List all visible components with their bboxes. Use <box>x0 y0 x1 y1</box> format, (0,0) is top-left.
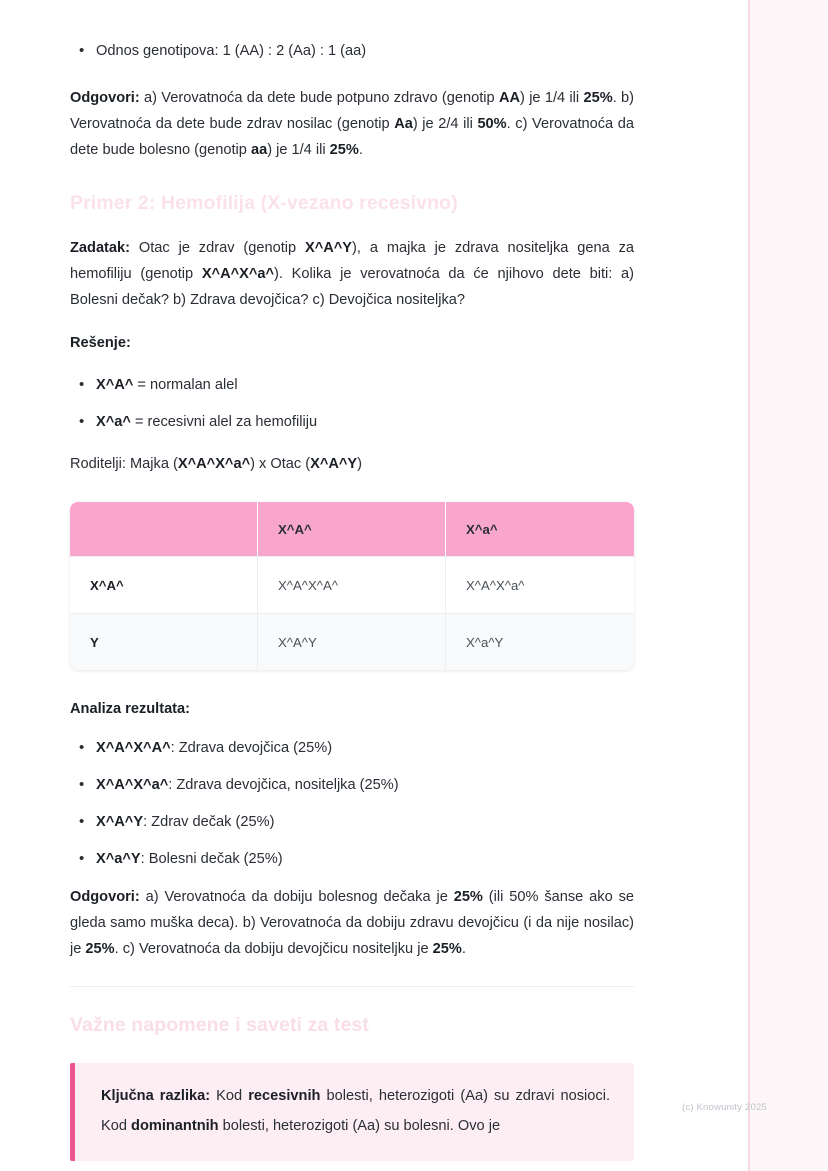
parents-middle: ) x Otac ( <box>250 456 311 472</box>
page-edge-rule <box>748 0 750 1171</box>
list-item <box>96 41 634 62</box>
allele-bullet-list <box>70 375 634 433</box>
answers-2-b-value: 25% <box>85 941 115 957</box>
horizontal-divider <box>70 986 634 987</box>
allele-symbol: X^A^ <box>96 377 134 393</box>
table-body <box>70 556 634 670</box>
callout-bold-dominant: dominantnih <box>131 1118 219 1134</box>
table-cell: X^A^Y <box>258 613 446 670</box>
answers-paragraph-2 <box>70 884 634 962</box>
key-difference-callout-wrap <box>70 1063 634 1161</box>
answers-2-a-post: (ili 50% šanse ako se gleda samo muška deca). b) Verovatnoća da dobiju zdravu devojčicu (i da nije nosilac) je <box>70 889 634 957</box>
punnett-square-wrap <box>70 502 634 670</box>
task-part-2: ), a majka je zdrava nositeljka gena za hemofiliju (genotip <box>70 240 634 282</box>
allele-symbol: X^a^ <box>96 414 131 430</box>
callout-part-2: bolesti, heterozigoti (Aa) su zdravi nosioci. Kod <box>101 1088 611 1134</box>
answers-1-text <box>70 85 634 163</box>
answers-1-a-genotype: AA <box>498 90 521 106</box>
allele-list-wrap <box>70 375 634 449</box>
section-heading-notes: Važne napomene i saveti za test <box>70 1014 369 1036</box>
list-item <box>96 849 634 870</box>
section-heading-primer2: Primer 2: Hemofilija (X-vezano recesivno) <box>70 192 458 214</box>
analysis-text: : Bolesni dečak (25%) <box>140 851 283 867</box>
right-gutter <box>749 0 828 1171</box>
task-part-1: Otac je zdrav (genotip <box>130 240 305 256</box>
table-head <box>70 502 634 556</box>
parents-mother-genotype: X^A^X^a^ <box>177 456 251 472</box>
analysis-genotype: X^A^X^a^ <box>96 777 169 793</box>
answers-paragraph-1 <box>70 85 634 163</box>
parents-prefix: Roditelji: Majka ( <box>70 456 178 472</box>
callout-part-1: Kod <box>210 1088 249 1104</box>
table-header-col-1: X^A^ <box>258 502 446 556</box>
key-difference-callout <box>70 1063 634 1161</box>
punnett-square-table <box>70 502 634 670</box>
callout-text <box>101 1081 610 1141</box>
table-cell: X^A^X^a^ <box>446 556 634 613</box>
bullet-text: Odnos genotipova: 1 (AA) : 2 (Aa) : 1 (aa) <box>96 43 367 59</box>
allele-description: = recesivni alel za hemofiliju <box>130 414 318 430</box>
table-row-header: X^A^ <box>70 556 258 613</box>
answers-1-c-post: ) je 1/4 ili <box>267 142 330 158</box>
analysis-genotype: X^a^Y <box>96 851 141 867</box>
task-label: Zadatak: <box>70 240 131 256</box>
answers-2-text <box>70 884 634 962</box>
task-paragraph <box>70 235 634 313</box>
answers-1-b-pre: . b) Verovatnoća da dete bude zdrav nosilac (genotip <box>70 90 635 132</box>
callout-label: Ključna razlika: <box>101 1088 211 1104</box>
answers-1-b-genotype: Aa <box>394 116 413 132</box>
bullet-list <box>70 41 634 62</box>
analysis-genotype: X^A^X^A^ <box>96 740 171 756</box>
analysis-text: : Zdrava devojčica (25%) <box>170 740 333 756</box>
solution-heading: Rešenje: <box>70 335 131 351</box>
analysis-heading-wrap <box>70 701 634 717</box>
analysis-text: : Zdrava devojčica, nositeljka (25%) <box>168 777 399 793</box>
answers-1-c-value: 25% <box>329 142 359 158</box>
table-row <box>70 556 634 613</box>
answers-1-a-post: ) je 1/4 ili <box>520 90 584 106</box>
list-item <box>96 412 634 433</box>
task-genotype-father: X^A^Y <box>304 240 353 256</box>
answers-1-b-post: ) je 2/4 ili <box>412 116 478 132</box>
callout-bold-recessive: recesivnih <box>248 1088 321 1104</box>
answers-1-c-pre: . c) Verovatnoća da dete bude bolesno (genotip <box>70 116 634 158</box>
answers-1-b-value: 50% <box>477 116 507 132</box>
answers-2-a-pre: a) Verovatnoća da dobiju bolesnog dečaka je <box>139 889 454 905</box>
notes-heading-wrap <box>70 1014 634 1037</box>
task-genotype-mother: X^A^X^a^ <box>201 266 275 282</box>
allele-description: = normalan alel <box>133 377 238 393</box>
list-item <box>96 738 634 759</box>
answers-1-tail: . <box>358 142 363 158</box>
task-part-3: ). Kolika je verovatnoća da će njihovo dete biti: a) Bolesni dečak? b) Zdrava devojčica? c) Devojčica nositeljka? <box>70 266 635 308</box>
copyright-watermark: (c) Knowunity 2025 <box>682 1102 767 1113</box>
genotype-ratio-bullet-list <box>70 41 634 78</box>
answers-1-a-pre: a) Verovatnoća da dete bude potpuno zdravo (genotip <box>139 90 499 106</box>
analysis-genotype: X^A^Y <box>96 814 144 830</box>
analysis-text: : Zdrav dečak (25%) <box>143 814 275 830</box>
answers-1-label: Odgovori: <box>70 90 140 106</box>
analysis-list-wrap <box>70 738 634 886</box>
task-text <box>70 235 634 313</box>
answers-1-c-genotype: aa <box>250 142 268 158</box>
table-header-row <box>70 502 634 556</box>
parents-father-genotype: X^A^Y <box>310 456 358 472</box>
list-item <box>96 375 634 396</box>
section-divider-wrap <box>70 986 634 987</box>
list-item <box>96 812 634 833</box>
table-cell: X^a^Y <box>446 613 634 670</box>
table-row <box>70 613 634 670</box>
answers-2-label: Odgovori: <box>70 889 140 905</box>
parents-suffix: ) <box>357 456 363 472</box>
parents-paragraph <box>70 451 634 477</box>
solution-heading-wrap <box>70 335 634 351</box>
table-cell: X^A^X^A^ <box>258 556 446 613</box>
callout-part-3: bolesti, heterozigoti (Aa) su bolesni. Ovo je <box>218 1118 501 1134</box>
table-header-corner <box>70 502 258 556</box>
analysis-heading: Analiza rezultata: <box>70 701 191 717</box>
list-item <box>96 775 634 796</box>
parents-text <box>70 451 634 477</box>
answers-2-c-value: 25% <box>432 941 462 957</box>
primer2-heading-wrap <box>70 192 634 215</box>
analysis-bullet-list <box>70 738 634 870</box>
answers-1-a-value: 25% <box>583 90 613 106</box>
answers-2-a-value: 25% <box>453 889 483 905</box>
table-row-header: Y <box>70 613 258 670</box>
answers-2-tail: . <box>461 941 466 957</box>
table-header-col-2: X^a^ <box>446 502 634 556</box>
answers-2-b-post: . c) Verovatnoća da dobiju devojčicu nositeljku je <box>114 941 433 957</box>
